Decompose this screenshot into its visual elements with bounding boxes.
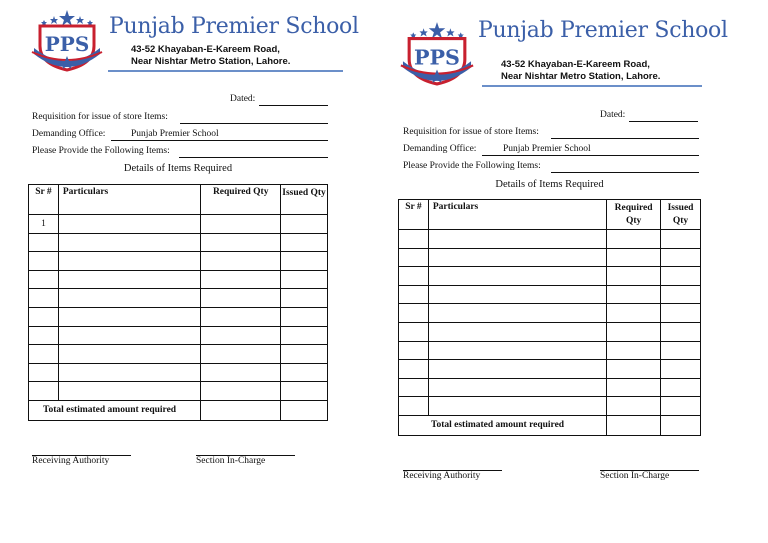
requisition-field[interactable] — [180, 123, 328, 124]
issued-cell[interactable] — [661, 378, 701, 397]
provide-items-label: Please Provide the Following Items: — [403, 161, 541, 171]
required-cell[interactable] — [201, 215, 281, 234]
total-label: Total estimated amount required — [29, 400, 201, 420]
provide-items-label: Please Provide the Following Items: — [32, 146, 170, 156]
sr-cell[interactable] — [399, 378, 429, 397]
address-line-2: Near Nishtar Metro Station, Lahore. — [501, 71, 661, 82]
table-row — [399, 285, 701, 304]
col-required-qty: Required Qty — [607, 200, 661, 230]
table-row — [399, 341, 701, 360]
issued-cell[interactable] — [661, 267, 701, 286]
particulars-cell[interactable] — [428, 397, 606, 416]
sr-cell[interactable] — [29, 270, 59, 289]
table-row — [29, 252, 328, 271]
school-address — [501, 59, 660, 83]
school-name: Punjab Premier School — [478, 18, 728, 43]
details-title: Details of Items Required — [123, 163, 233, 174]
star-icon — [41, 10, 93, 26]
sr-cell[interactable] — [399, 285, 429, 304]
required-cell[interactable] — [607, 360, 661, 379]
issued-cell[interactable] — [661, 304, 701, 323]
particulars-cell[interactable] — [58, 326, 200, 345]
required-cell[interactable] — [607, 397, 661, 416]
issued-cell[interactable] — [281, 252, 328, 271]
required-cell[interactable] — [201, 270, 281, 289]
particulars-cell[interactable] — [428, 322, 606, 341]
issued-cell[interactable] — [281, 270, 328, 289]
table-row — [29, 270, 328, 289]
items-table — [398, 199, 701, 436]
table-row — [29, 289, 328, 308]
total-row — [29, 400, 328, 420]
required-cell[interactable] — [201, 307, 281, 326]
issued-cell[interactable] — [661, 322, 701, 341]
total-issued-cell[interactable] — [281, 400, 328, 420]
particulars-cell[interactable] — [428, 285, 606, 304]
header-rule — [482, 85, 702, 87]
sr-cell[interactable] — [399, 304, 429, 323]
row-sr: 1 — [29, 215, 59, 234]
sr-cell[interactable] — [29, 363, 59, 382]
issued-cell[interactable] — [661, 397, 701, 416]
particulars-cell[interactable] — [58, 233, 200, 252]
particulars-cell[interactable] — [428, 304, 606, 323]
requisition-label: Requisition for issue of store Items: — [32, 112, 168, 122]
sr-cell[interactable] — [29, 289, 59, 308]
table-row — [29, 363, 328, 382]
demanding-office-label: Demanding Office: — [32, 129, 106, 139]
required-cell[interactable] — [201, 363, 281, 382]
sr-cell[interactable] — [399, 267, 429, 286]
header-rule — [108, 70, 343, 72]
demanding-office-field[interactable] — [482, 155, 699, 156]
required-cell[interactable] — [607, 267, 661, 286]
dated-label: Dated: — [230, 94, 256, 104]
particulars-cell[interactable] — [58, 252, 200, 271]
sr-cell[interactable] — [29, 345, 59, 364]
issued-cell[interactable] — [281, 382, 328, 401]
items-table — [28, 184, 328, 421]
table-row — [29, 345, 328, 364]
school-logo — [398, 20, 476, 86]
particulars-cell[interactable] — [428, 360, 606, 379]
required-cell[interactable] — [201, 326, 281, 345]
receiving-authority-label: Receiving Authority — [403, 471, 481, 481]
table-row — [29, 382, 328, 401]
particulars-cell[interactable] — [428, 341, 606, 360]
particulars-cell[interactable] — [428, 267, 606, 286]
issued-cell[interactable] — [661, 341, 701, 360]
required-cell[interactable] — [607, 285, 661, 304]
logo-text: PPS — [44, 32, 90, 56]
required-cell[interactable] — [607, 341, 661, 360]
col-sr: Sr # — [399, 200, 429, 230]
table-row — [29, 215, 328, 234]
section-incharge-label: Section In-Charge — [600, 471, 670, 481]
table-row — [399, 397, 701, 416]
table-row — [399, 304, 701, 323]
table-row — [399, 248, 701, 267]
col-particulars: Particulars — [428, 200, 606, 230]
issued-cell[interactable] — [661, 360, 701, 379]
address-line-1: 43-52 Khayaban-E-Kareem Road, — [131, 44, 280, 55]
issued-cell[interactable] — [661, 285, 701, 304]
table-row — [29, 326, 328, 345]
required-cell[interactable] — [201, 252, 281, 271]
sr-cell[interactable] — [399, 397, 429, 416]
sr-cell[interactable] — [399, 322, 429, 341]
required-cell[interactable] — [607, 230, 661, 249]
particulars-cell[interactable] — [58, 382, 200, 401]
issued-cell[interactable] — [661, 230, 701, 249]
issued-cell[interactable] — [281, 233, 328, 252]
col-sr: Sr # — [29, 185, 59, 215]
star-icon — [410, 22, 464, 39]
requisition-field[interactable] — [551, 138, 699, 139]
provide-items-field[interactable] — [179, 157, 328, 158]
issued-cell[interactable] — [281, 289, 328, 308]
particulars-cell[interactable] — [58, 345, 200, 364]
address-line-1: 43-52 Khayaban-E-Kareem Road, — [501, 59, 650, 70]
requisition-form-right — [384, 0, 768, 543]
required-cell[interactable] — [607, 248, 661, 267]
school-name: Punjab Premier School — [109, 14, 359, 39]
particulars-cell[interactable] — [58, 215, 200, 234]
dated-field[interactable] — [259, 105, 328, 106]
total-required-cell[interactable] — [201, 400, 281, 420]
school-logo — [30, 8, 104, 72]
sr-cell[interactable] — [399, 360, 429, 379]
sr-cell[interactable] — [29, 307, 59, 326]
col-issued-qty: Issued Qty — [661, 200, 701, 230]
total-label: Total estimated amount required — [399, 415, 607, 435]
sr-cell[interactable] — [29, 326, 59, 345]
sr-cell[interactable] — [29, 233, 59, 252]
particulars-cell[interactable] — [428, 230, 606, 249]
sr-cell[interactable] — [29, 382, 59, 401]
issued-cell[interactable] — [281, 307, 328, 326]
required-cell[interactable] — [201, 289, 281, 308]
issued-cell[interactable] — [661, 248, 701, 267]
logo-text: PPS — [414, 45, 460, 70]
total-required-cell[interactable] — [607, 415, 661, 435]
col-particulars: Particulars — [58, 185, 200, 215]
issued-cell[interactable] — [281, 363, 328, 382]
sr-cell[interactable] — [399, 230, 429, 249]
table-row — [399, 267, 701, 286]
required-cell[interactable] — [201, 382, 281, 401]
particulars-cell[interactable] — [58, 289, 200, 308]
table-row — [29, 307, 328, 326]
required-cell[interactable] — [607, 304, 661, 323]
required-cell[interactable] — [201, 345, 281, 364]
dated-label: Dated: — [600, 110, 626, 120]
particulars-cell[interactable] — [58, 363, 200, 382]
table-row — [399, 360, 701, 379]
required-cell[interactable] — [607, 322, 661, 341]
sr-cell[interactable] — [399, 248, 429, 267]
particulars-cell[interactable] — [58, 307, 200, 326]
demanding-office-value: Punjab Premier School — [131, 129, 219, 139]
table-row — [29, 233, 328, 252]
issued-cell[interactable] — [281, 345, 328, 364]
particulars-cell[interactable] — [428, 378, 606, 397]
school-address — [131, 44, 290, 68]
section-incharge-label: Section In-Charge — [196, 456, 266, 466]
details-title: Details of Items Required — [495, 179, 604, 190]
demanding-office-field[interactable] — [111, 140, 328, 141]
total-issued-cell[interactable] — [661, 415, 701, 435]
total-row — [399, 415, 701, 435]
address-line-2: Near Nishtar Metro Station, Lahore. — [131, 56, 291, 67]
particulars-cell[interactable] — [58, 270, 200, 289]
demanding-office-value: Punjab Premier School — [503, 144, 591, 154]
receiving-authority-label: Receiving Authority — [32, 456, 110, 466]
required-cell[interactable] — [201, 233, 281, 252]
col-issued-qty: Issued Qty — [281, 185, 328, 215]
required-cell[interactable] — [607, 378, 661, 397]
table-row — [399, 378, 701, 397]
col-required-qty: Required Qty — [201, 185, 281, 215]
demanding-office-label: Demanding Office: — [403, 144, 477, 154]
particulars-cell[interactable] — [428, 248, 606, 267]
sr-cell[interactable] — [399, 341, 429, 360]
requisition-label: Requisition for issue of store Items: — [403, 127, 539, 137]
dated-field[interactable] — [629, 121, 698, 122]
provide-items-field[interactable] — [551, 172, 699, 173]
table-row — [399, 230, 701, 249]
table-row — [399, 322, 701, 341]
issued-cell[interactable] — [281, 326, 328, 345]
sr-cell[interactable] — [29, 252, 59, 271]
issued-cell[interactable] — [281, 215, 328, 234]
